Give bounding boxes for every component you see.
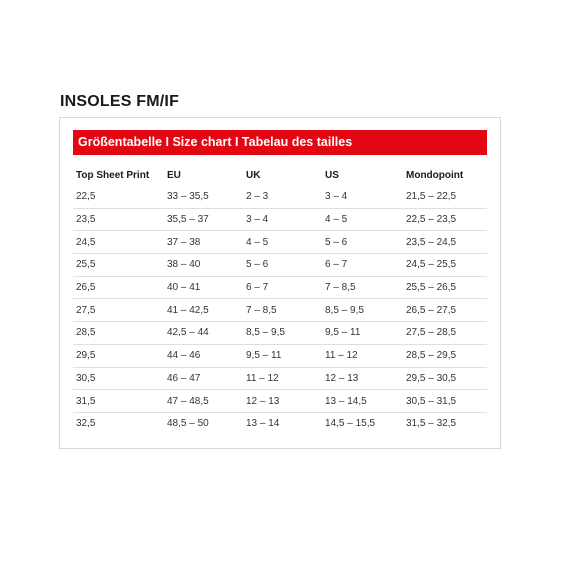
top-sheet-print-cell: 31,5	[73, 390, 164, 413]
us-size-cell: 12 – 13	[322, 367, 403, 390]
table-row	[73, 390, 487, 413]
uk-size-cell: 9,5 – 11	[243, 344, 322, 367]
uk-size-cell: 3 – 4	[243, 208, 322, 231]
uk-size-cell: 13 – 14	[246, 418, 280, 430]
eu-size-cell: 44 – 46	[164, 344, 243, 367]
uk-size-cell: 11 – 12	[243, 367, 322, 390]
mondopoint-cell: 23,5 – 24,5	[403, 231, 487, 254]
top-sheet-print-cell: 29,5	[73, 344, 164, 367]
uk-size-cell: 2 – 3	[243, 186, 322, 208]
table-row	[73, 299, 487, 322]
table-row	[73, 208, 487, 231]
size-table	[73, 164, 487, 435]
table-row	[73, 412, 487, 434]
table-row	[73, 276, 487, 299]
us-size-cell: 7 – 8,5	[322, 276, 403, 299]
us-size-cell: 8,5 – 9,5	[322, 299, 403, 322]
uk-size-cell: 4 – 5	[243, 231, 322, 254]
eu-size-cell: 48,5 – 50	[167, 418, 209, 430]
mondopoint-cell: 24,5 – 25,5	[403, 254, 487, 277]
us-size-cell: 4 – 5	[322, 208, 403, 231]
mondopoint-cell: 31,5 – 32,5	[406, 418, 457, 430]
eu-size-cell: 33 – 35,5	[164, 186, 243, 208]
us-size-cell: 5 – 6	[322, 231, 403, 254]
top-sheet-print-cell: 27,5	[73, 299, 164, 322]
table-body	[73, 186, 487, 435]
us-size-cell: 11 – 12	[322, 344, 403, 367]
us-size-cell: 6 – 7	[322, 254, 403, 277]
column-header-mondopoint: Mondopoint	[406, 169, 464, 181]
us-size-cell: 3 – 4	[322, 186, 403, 208]
uk-size-cell: 6 – 7	[243, 276, 322, 299]
top-sheet-print-cell: 32,5	[76, 418, 96, 430]
size-chart-banner: Größentabelle I Size chart I Tabelau des tailles	[73, 130, 487, 155]
uk-size-cell: 7 – 8,5	[243, 299, 322, 322]
table-row	[73, 186, 487, 208]
uk-size-cell: 8,5 – 9,5	[243, 322, 322, 345]
eu-size-cell: 46 – 47	[164, 367, 243, 390]
size-chart-card	[59, 117, 501, 449]
eu-size-cell: 35,5 – 37	[164, 208, 243, 231]
mondopoint-cell: 28,5 – 29,5	[403, 344, 487, 367]
table-row	[73, 231, 487, 254]
top-sheet-print-cell: 28,5	[73, 322, 164, 345]
top-sheet-print-cell: 24,5	[73, 231, 164, 254]
column-header-us: US	[325, 169, 339, 181]
us-size-cell: 14,5 – 15,5	[325, 418, 376, 430]
mondopoint-cell: 30,5 – 31,5	[403, 390, 487, 413]
mondopoint-cell: 22,5 – 23,5	[403, 208, 487, 231]
column-header-eu: EU	[167, 169, 181, 181]
top-sheet-print-cell: 25,5	[73, 254, 164, 277]
top-sheet-print-cell: 22,5	[73, 186, 164, 208]
uk-size-cell: 12 – 13	[243, 390, 322, 413]
eu-size-cell: 38 – 40	[164, 254, 243, 277]
mondopoint-cell: 27,5 – 28,5	[403, 322, 487, 345]
us-size-cell: 9,5 – 11	[322, 322, 403, 345]
table-row	[73, 322, 487, 345]
eu-size-cell: 47 – 48,5	[164, 390, 243, 413]
top-sheet-print-cell: 23,5	[73, 208, 164, 231]
table-header-row	[73, 164, 487, 186]
mondopoint-cell: 29,5 – 30,5	[403, 367, 487, 390]
top-sheet-print-cell: 26,5	[73, 276, 164, 299]
top-sheet-print-cell: 30,5	[73, 367, 164, 390]
mondopoint-cell: 26,5 – 27,5	[403, 299, 487, 322]
page-title: INSOLES FM/IF	[60, 93, 180, 110]
uk-size-cell: 5 – 6	[243, 254, 322, 277]
mondopoint-cell: 25,5 – 26,5	[403, 276, 487, 299]
eu-size-cell: 41 – 42,5	[164, 299, 243, 322]
table-row	[73, 344, 487, 367]
mondopoint-cell: 21,5 – 22,5	[403, 186, 487, 208]
eu-size-cell: 40 – 41	[164, 276, 243, 299]
table-row	[73, 254, 487, 277]
table-row	[73, 367, 487, 390]
column-header-top-sheet-print: Top Sheet Print	[76, 169, 150, 181]
column-header-uk: UK	[246, 169, 261, 181]
eu-size-cell: 37 – 38	[164, 231, 243, 254]
eu-size-cell: 42,5 – 44	[164, 322, 243, 345]
us-size-cell: 13 – 14,5	[322, 390, 403, 413]
